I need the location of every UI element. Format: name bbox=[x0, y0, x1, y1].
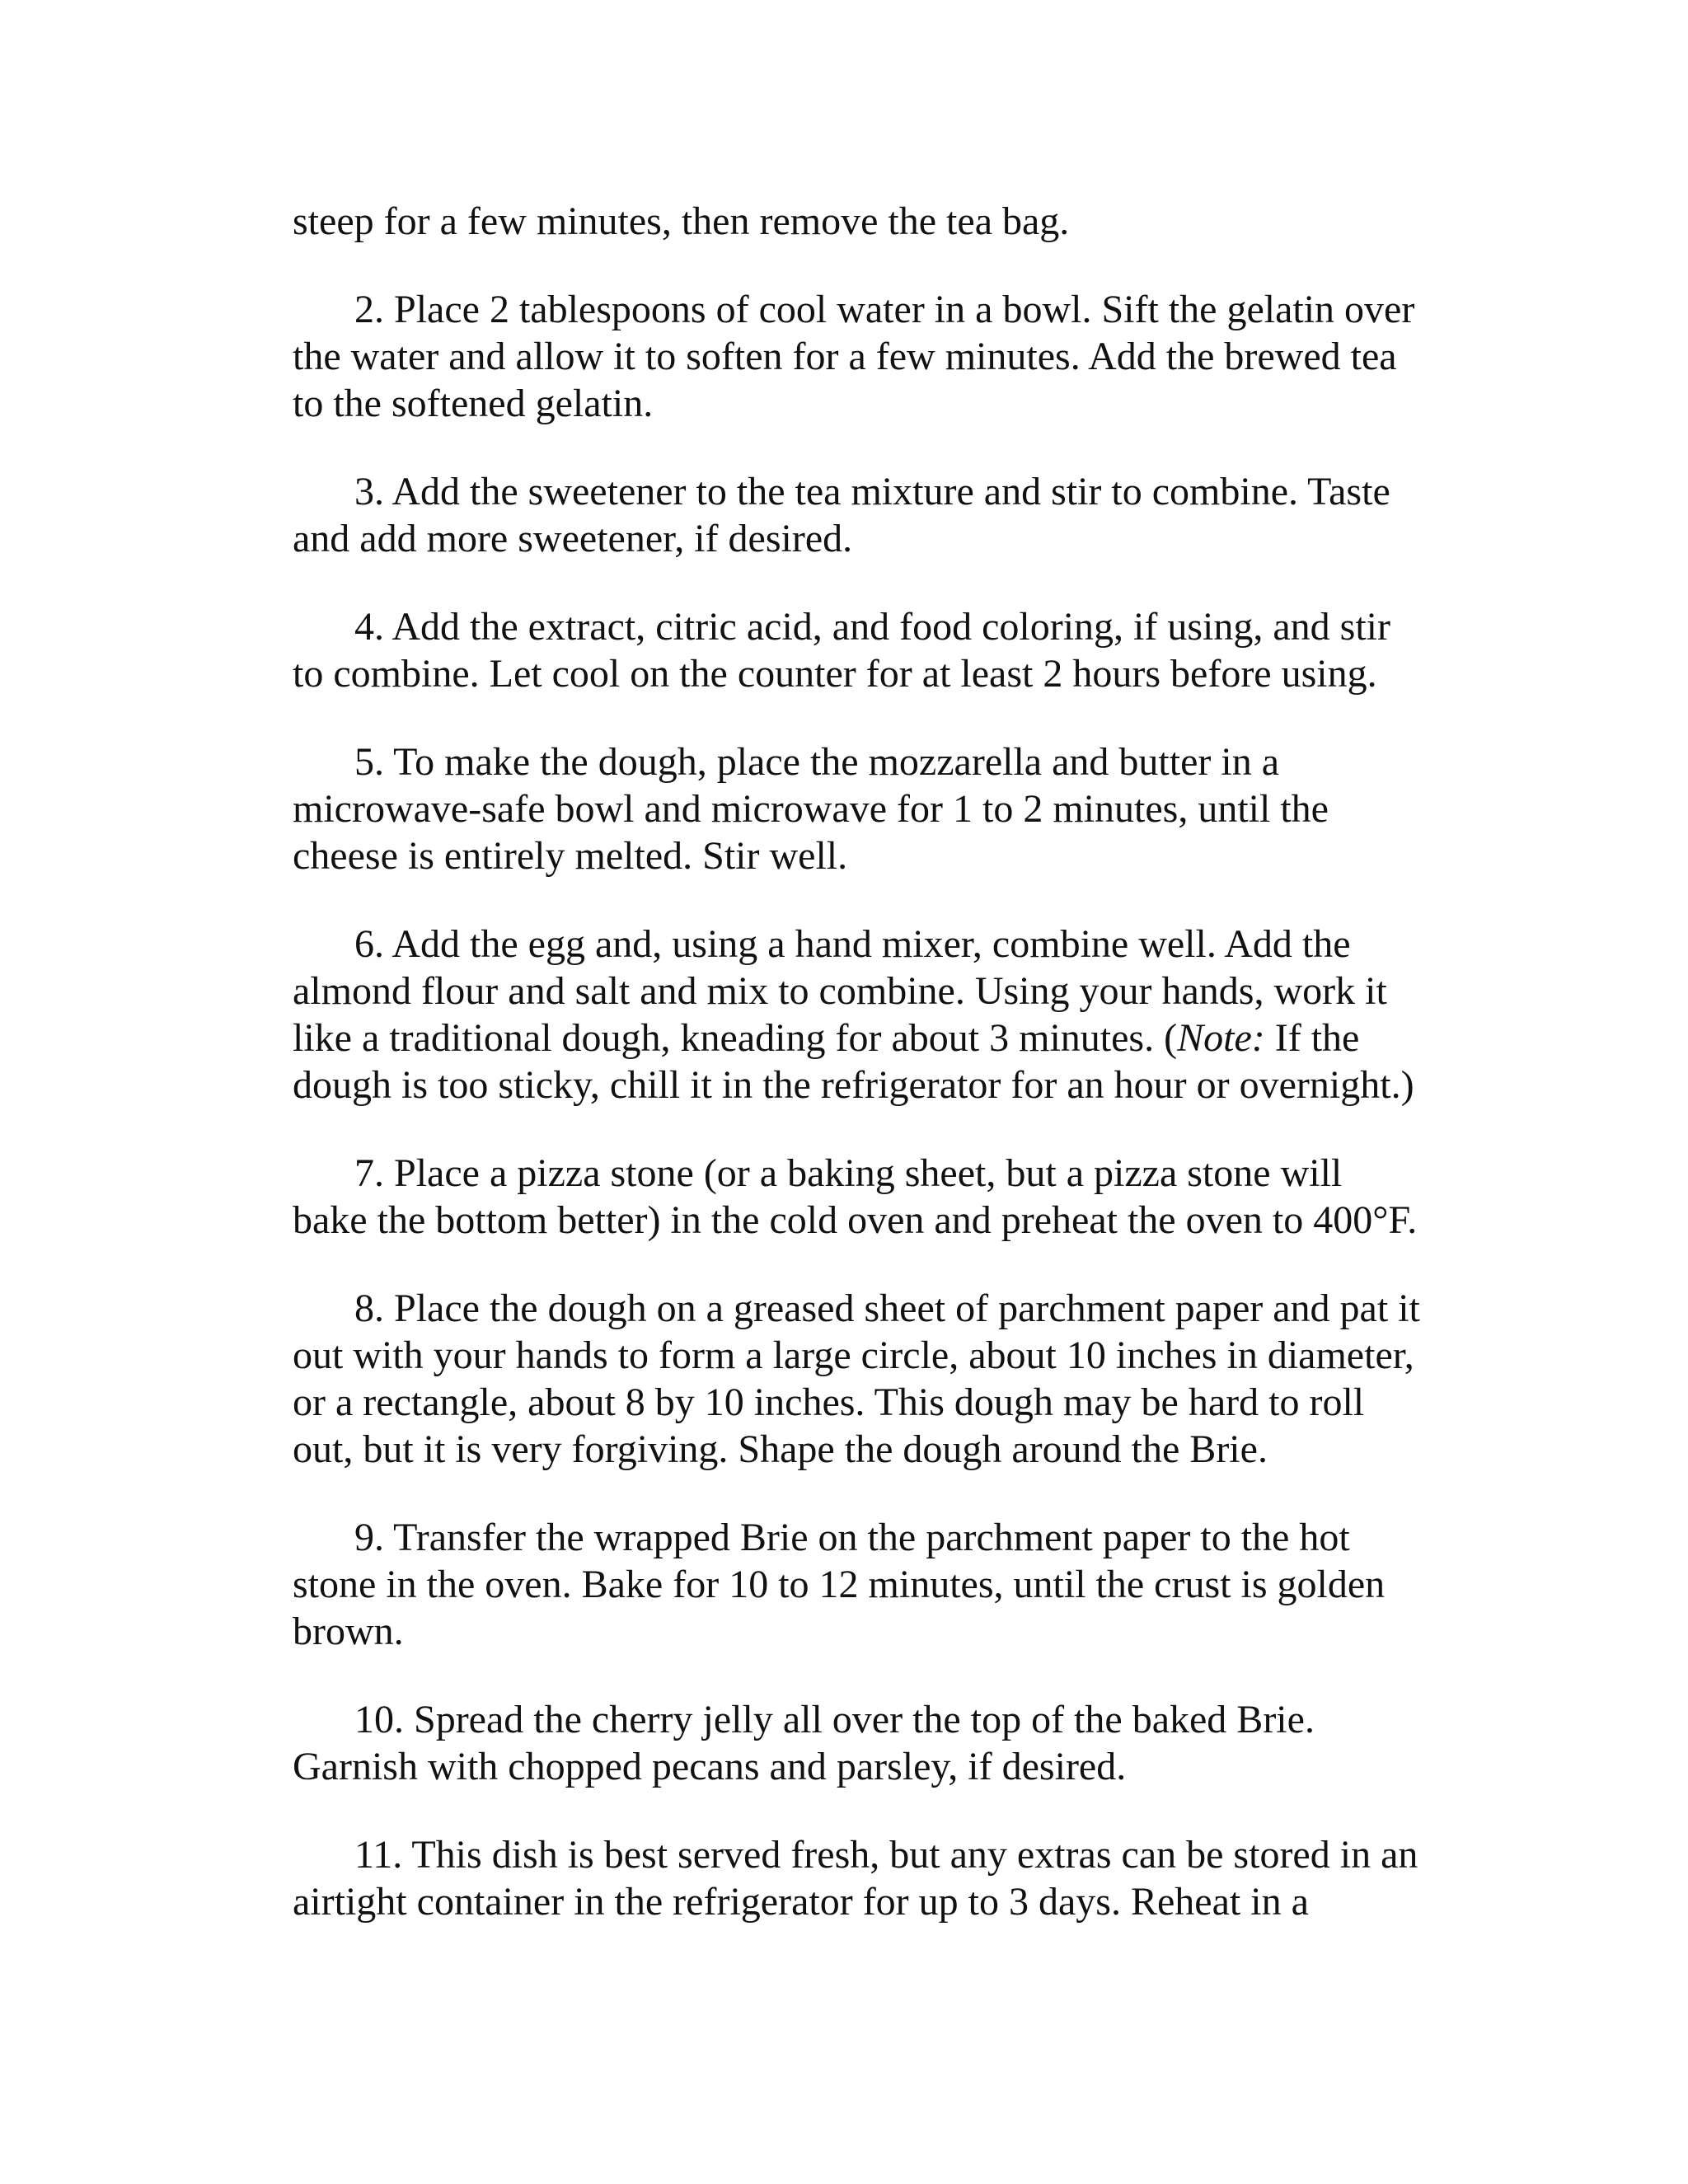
step-3-paragraph: 3. Add the sweetener to the tea mixture and stir to combine. Taste and add more sweetener, if desired. bbox=[293, 470, 1390, 560]
step-6-paragraph bbox=[293, 921, 1479, 1108]
step-7-paragraph: 7. Place a pizza stone (or a baking sheet, but a pizza stone will bake the bottom better) in the cold oven and preheat the oven to 400°F. bbox=[293, 1151, 1418, 1242]
note-label: Note: bbox=[1177, 1016, 1265, 1060]
step-8-paragraph: 8. Place the dough on a greased sheet of parchment paper and pat it out with your hands to form a large circle, about 10 inches in diameter, or a rectangle, about 8 by 10 inches. This dough may be hard to roll out, but it is very forgiving. Shape the dough around the Brie. bbox=[293, 1286, 1420, 1471]
step-9-paragraph: 9. Transfer the wrapped Brie on the parchment paper to the hot stone in the oven. Bake for 10 to 12 minutes, until the crust is golden brown. bbox=[293, 1516, 1386, 1653]
step-6-text-end: If the dough is too sticky, chill it in the refrigerator for an hour or overnight.) bbox=[293, 1016, 1414, 1107]
paragraph-continuation: steep for a few minutes, then remove the tea bag. bbox=[293, 199, 1070, 243]
step-5-paragraph: 5. To make the dough, place the mozzarella and butter in a microwave-safe bowl and microwave for 1 to 2 minutes, until the cheese is entirely melted. Stir well. bbox=[293, 740, 1329, 878]
document-page bbox=[293, 198, 1479, 1966]
step-10-paragraph: 10. Spread the cherry jelly all over the top of the baked Brie. Garnish with chopped pecans and parsley, if desired. bbox=[293, 1698, 1315, 1788]
step-6-text-start: 6. Add the egg and, using a hand mixer, combine well. Add the almond flour and salt and mix to combine. Using your hands, work it like a traditional dough, kneading for about 3 minutes. ( bbox=[293, 922, 1387, 1060]
step-11-paragraph: 11. This dish is best served fresh, but any extras can be stored in an airtight container in the refrigerator for up to 3 days. Reheat in a bbox=[293, 1833, 1418, 1924]
step-4-paragraph: 4. Add the extract, citric acid, and food coloring, if using, and stir to combine. Let cool on the counter for at least 2 hours before using. bbox=[293, 605, 1390, 696]
step-2-paragraph: 2. Place 2 tablespoons of cool water in a bowl. Sift the gelatin over the water and allow it to soften for a few minutes. Add the brewed tea to the softened gelatin. bbox=[293, 288, 1415, 425]
